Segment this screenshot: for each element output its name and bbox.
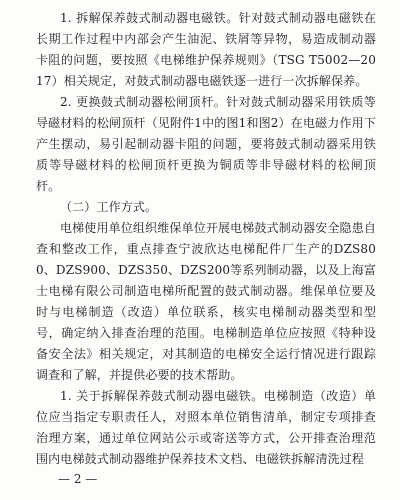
paragraph-disassemble-electromagnet: 1. 拆解保养鼓式制动器电磁铁。针对鼓式制动器电磁铁在长期工作过程中内部会产生油泥、铁屑等异物，易造成制动器卡阻的问题，要按照《电梯维护保养规则》（TSG T5002—2017）相关规定，对鼓式制动器电磁铁逐一进行一次拆解保养。 <box>36 11 376 88</box>
page-number: — 2 — <box>58 472 98 486</box>
section-heading-work-method: （二）工作方式。 <box>60 200 158 214</box>
paragraph-disassembly-guidance: 1. 关于拆解保养鼓式制动器电磁铁。电梯制造（改造）单位应当指定专职责任人，对照本单位销售清单，制定专项排查治理方案，通过单位网站公示或寄送等方式，公开排查治理范围内电梯鼓式制动器维护保养技术文档、电磁铁拆解清洗过程 <box>36 389 376 466</box>
paragraph-replace-release-rod: 2. 更换鼓式制动器松闸顶杆。针对鼓式制动器采用铁质等导磁材料的松闸顶杆（见附件1中的图1和图2）在电磁力作用下产生摆动，易引起制动器卡阻的问题，要将鼓式制动器采用铁质等导磁材料的松闸顶杆更换为铜质等非导磁材料的松闸顶杆。 <box>36 95 376 193</box>
paragraph-work-method: 电梯使用单位组织维保单位开展电梯鼓式制动器安全隐患自查和整改工作，重点排查宁波欣达电梯配件厂生产的DZS800、DZS900、DZS350、DZS200等系列制动器，以及上海富士电梯有限公司制造电梯所配置的鼓式制动器。维保单位要及时与电梯制造（改造）单位联系，核实电梯制动器类型和型号，确定纳入排查治理的范围。电梯制造单位应按照《特种设备安全法》相关规定，对其制造的电梯安全运行情况进行跟踪调查和了解，并提供必要的技术帮助。 <box>36 221 376 382</box>
document-body <box>36 8 376 470</box>
